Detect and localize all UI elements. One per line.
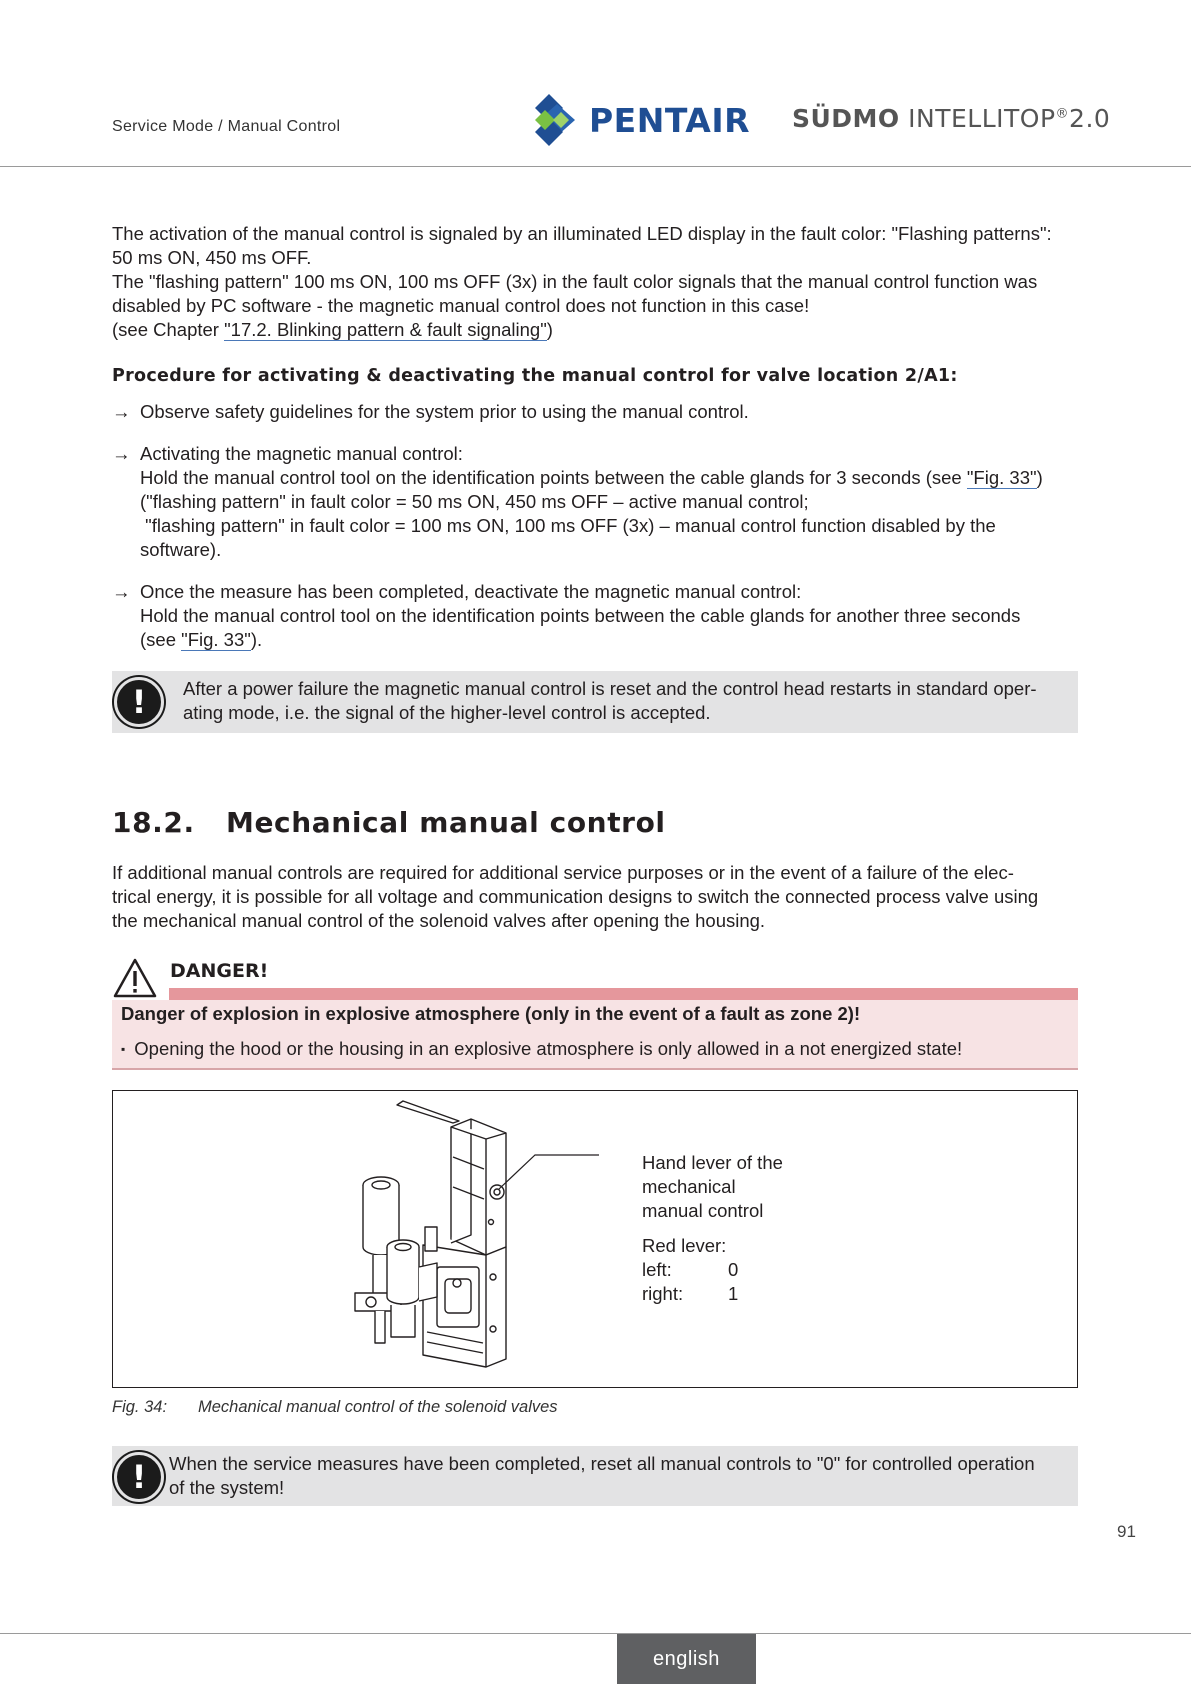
header-divider: [0, 166, 1191, 167]
product-name: [792, 104, 1110, 133]
solenoid-valve-illustration: [341, 1097, 601, 1381]
product-registered: ®: [1055, 106, 1070, 122]
left-label: left:: [642, 1259, 672, 1280]
page-number: 91: [1117, 1522, 1136, 1541]
step-2-line-4: "flashing pattern" in fault color = 100 ms ON, 100 ms OFF (3x) – manual control function disabled by the: [140, 515, 996, 536]
product-bold: SÜDMO: [792, 104, 900, 133]
step-2-line-2-end: ): [1036, 467, 1043, 488]
section-number: 18.2.: [112, 806, 195, 839]
note-1-line-2: ating mode, i.e. the signal of the higher-level control is accepted.: [183, 702, 711, 723]
red-lever-legend: [642, 1234, 738, 1306]
danger-heading: Danger of explosion in explosive atmosphere (only in the event of a fault as zone 2)!: [121, 1003, 861, 1024]
warning-triangle-icon: [112, 957, 158, 999]
arrow-icon: →: [112, 401, 131, 422]
danger-item-text: Opening the hood or the housing in an explosive atmosphere is only allowed in a not energized state!: [134, 1038, 963, 1059]
footer-divider: [0, 1633, 1191, 1634]
procedure-step-2: [112, 442, 1078, 562]
note-box-power-failure: [112, 671, 1078, 733]
intro-line-1: The activation of the manual control is signaled by an illuminated LED display in the fault color: "Flashing patterns":: [112, 223, 1052, 244]
step-2-line-1: Activating the magnetic manual control:: [140, 443, 463, 464]
hand-lever-label: [642, 1151, 783, 1223]
section-line-1: If additional manual controls are required for additional service purposes or in the event of a failure of the elec-: [112, 862, 1014, 883]
danger-color-bar: [169, 988, 1078, 1000]
language-tab[interactable]: english: [617, 1634, 756, 1684]
fig-33-link[interactable]: "Fig. 33": [181, 629, 251, 650]
note-text: [169, 1452, 1035, 1500]
step-3-line-3-text: (see: [140, 629, 182, 650]
see-suffix: ): [546, 319, 553, 340]
step-3-line-1: Once the measure has been completed, deactivate the magnetic manual control:: [140, 581, 802, 602]
note-box-reset-controls: [112, 1446, 1078, 1506]
fig-33-link[interactable]: "Fig. 33": [966, 467, 1037, 488]
right-value: 1: [728, 1283, 739, 1304]
intro-line-4: disabled by PC software - the magnetic manual control does not function in this case!: [112, 295, 810, 316]
figure-frame: [112, 1090, 1078, 1388]
section-line-2: trical energy, it is possible for all voltage and communication designs to switch the connected process valve using: [112, 886, 1039, 907]
intro-line-3: The "flashing pattern" 100 ms ON, 100 ms OFF (3x) in the fault color signals that the manual control function was: [112, 271, 1038, 292]
section-title: Mechanical manual control: [226, 806, 666, 839]
section-heading: [112, 806, 666, 839]
brand-name: PENTAIR: [589, 100, 751, 140]
left-value: 0: [728, 1259, 739, 1280]
step-1-text: Observe safety guidelines for the system prior to using the manual control.: [140, 401, 749, 422]
section-line-3: the mechanical manual control of the solenoid valves after opening the housing.: [112, 910, 766, 931]
step-3-line-3: [140, 628, 1078, 652]
red-lever-title: Red lever:: [642, 1235, 727, 1256]
arrow-icon: →: [112, 443, 131, 464]
header-section-label: Service Mode / Manual Control: [112, 118, 341, 135]
arrow-icon: →: [112, 581, 131, 602]
hand-lever-line-1: Hand lever of the: [642, 1152, 783, 1173]
danger-list-item: [121, 1038, 962, 1060]
right-label: right:: [642, 1283, 684, 1304]
step-2-line-2-text: Hold the manual control tool on the identification points between the cable glands for 3 seconds (see: [140, 467, 967, 488]
product-rest: INTELLITOP: [899, 104, 1056, 133]
chapter-17-2-link[interactable]: "17.2. Blinking pattern & fault signaling": [224, 319, 547, 340]
hand-lever-line-3: manual control: [642, 1200, 764, 1221]
procedure-title: Procedure for activating & deactivating the manual control for valve location 2/A1:: [112, 366, 958, 386]
step-2-line-5: software).: [140, 539, 222, 560]
note-2-line-1: When the service measures have been completed, reset all manual controls to "0" for controlled operation: [169, 1453, 1035, 1474]
note-1-line-1: After a power failure the magnetic manual control is reset and the control head restarts in standard oper-: [183, 678, 1037, 699]
see-prefix: (see Chapter: [112, 319, 225, 340]
hand-lever-line-2: mechanical: [642, 1176, 736, 1197]
section-paragraph: [112, 861, 1078, 933]
procedure-step-3: [112, 580, 1078, 652]
bullet-icon: ▪: [121, 1042, 126, 1056]
pentair-diamond-icon: [535, 92, 579, 148]
step-2-line-2: [140, 466, 1078, 490]
note-text: [183, 677, 1037, 725]
note-2-line-2: of the system!: [169, 1477, 285, 1498]
exclamation-icon: !: [114, 1452, 164, 1502]
intro-line-2: 50 ms ON, 450 ms OFF.: [112, 247, 312, 268]
figure-caption: [112, 1398, 558, 1417]
product-version: 2.0: [1069, 104, 1111, 133]
intro-see-chapter: [112, 318, 1078, 342]
step-3-line-3-end: ).: [250, 629, 263, 650]
exclamation-icon: !: [114, 677, 164, 727]
caption-text: Mechanical manual control of the solenoid valves: [198, 1398, 558, 1416]
intro-paragraph: [112, 222, 1078, 342]
step-3-line-2: Hold the manual control tool on the identification points between the cable glands for another three seconds: [140, 605, 1021, 626]
danger-title: DANGER!: [170, 960, 269, 982]
pentair-logo: [535, 92, 750, 148]
step-2-line-3: ("flashing pattern" in fault color = 50 ms ON, 450 ms OFF – active manual control;: [140, 491, 809, 512]
procedure-step-1: [112, 400, 1078, 424]
caption-number: Fig. 34:: [112, 1398, 168, 1416]
